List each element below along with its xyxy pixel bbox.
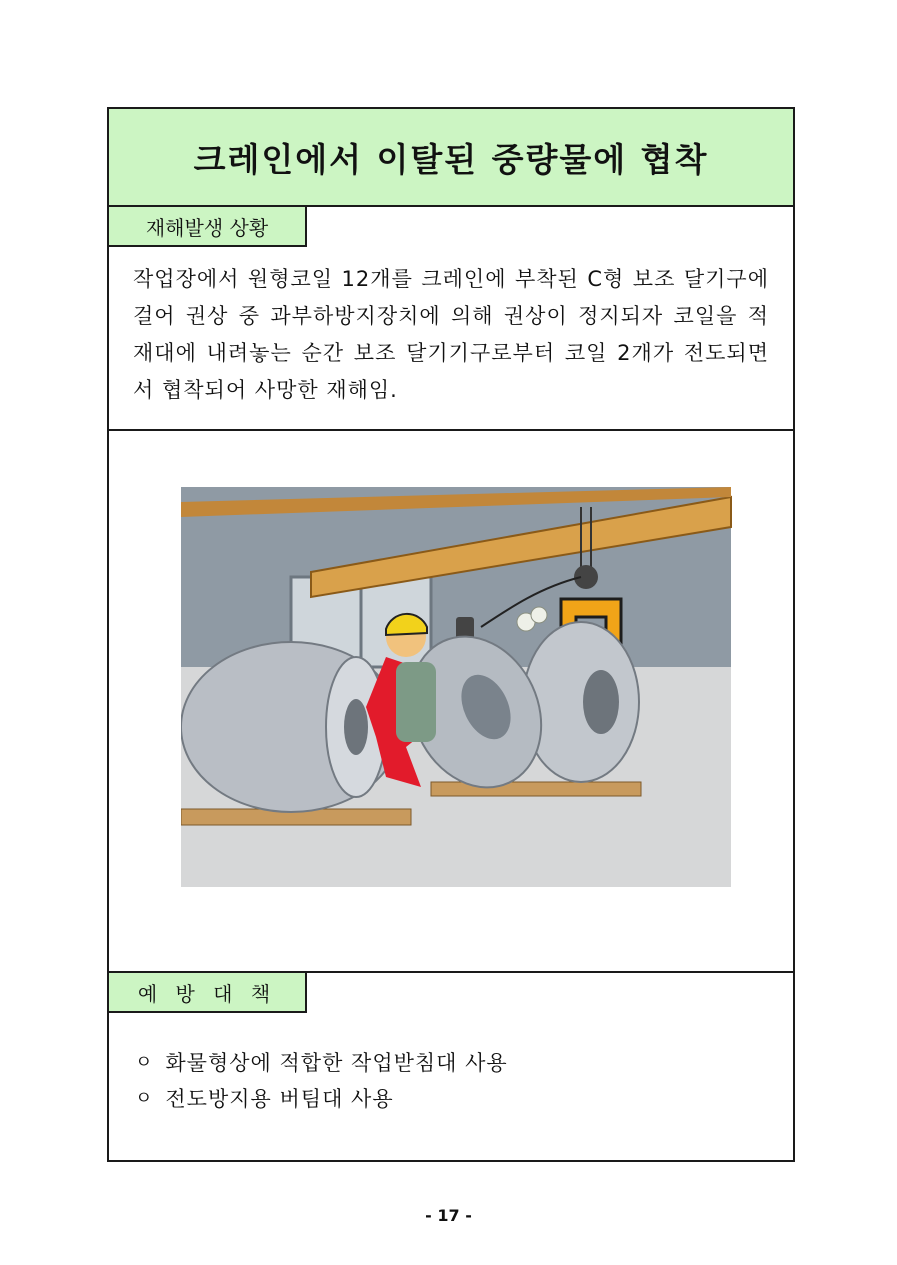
- prevention-item: 전도방지용 버팀대 사용: [165, 1087, 394, 1111]
- page-number: - 17 -: [425, 1206, 472, 1225]
- coil-right: [523, 622, 639, 782]
- pallet-right: [431, 782, 641, 796]
- page-title: 크레인에서 이탈된 중량물에 협착: [193, 139, 709, 179]
- situation-label: 재해발생 상황: [109, 207, 307, 247]
- accident-card: [107, 107, 795, 1162]
- prevention-list: [135, 1045, 508, 1117]
- title-bar: [109, 109, 793, 207]
- divider: [109, 429, 793, 431]
- worker-body: [396, 662, 436, 742]
- situation-text: 작업장에서 원형코일 12개를 크레인에 부착된 C형 보조 달기구에 걸어 권상 중 과부하방지장치에 의해 권상이 정지되자 코일을 적재대에 내려놓는 순간 보조 달기기구로부터 코일 2개가 전도되면서 협착되어 사망한 재해임.: [133, 267, 769, 402]
- bullet-icon: ㅇ: [135, 1088, 154, 1109]
- list-item: [135, 1081, 508, 1117]
- accident-illustration: [181, 487, 741, 907]
- bullet-icon: ㅇ: [135, 1052, 154, 1073]
- list-item: [135, 1045, 508, 1081]
- prevention-label: 예 방 대 책: [109, 973, 307, 1013]
- prevention-item: 화물형상에 적합한 작업받침대 사용: [165, 1051, 508, 1075]
